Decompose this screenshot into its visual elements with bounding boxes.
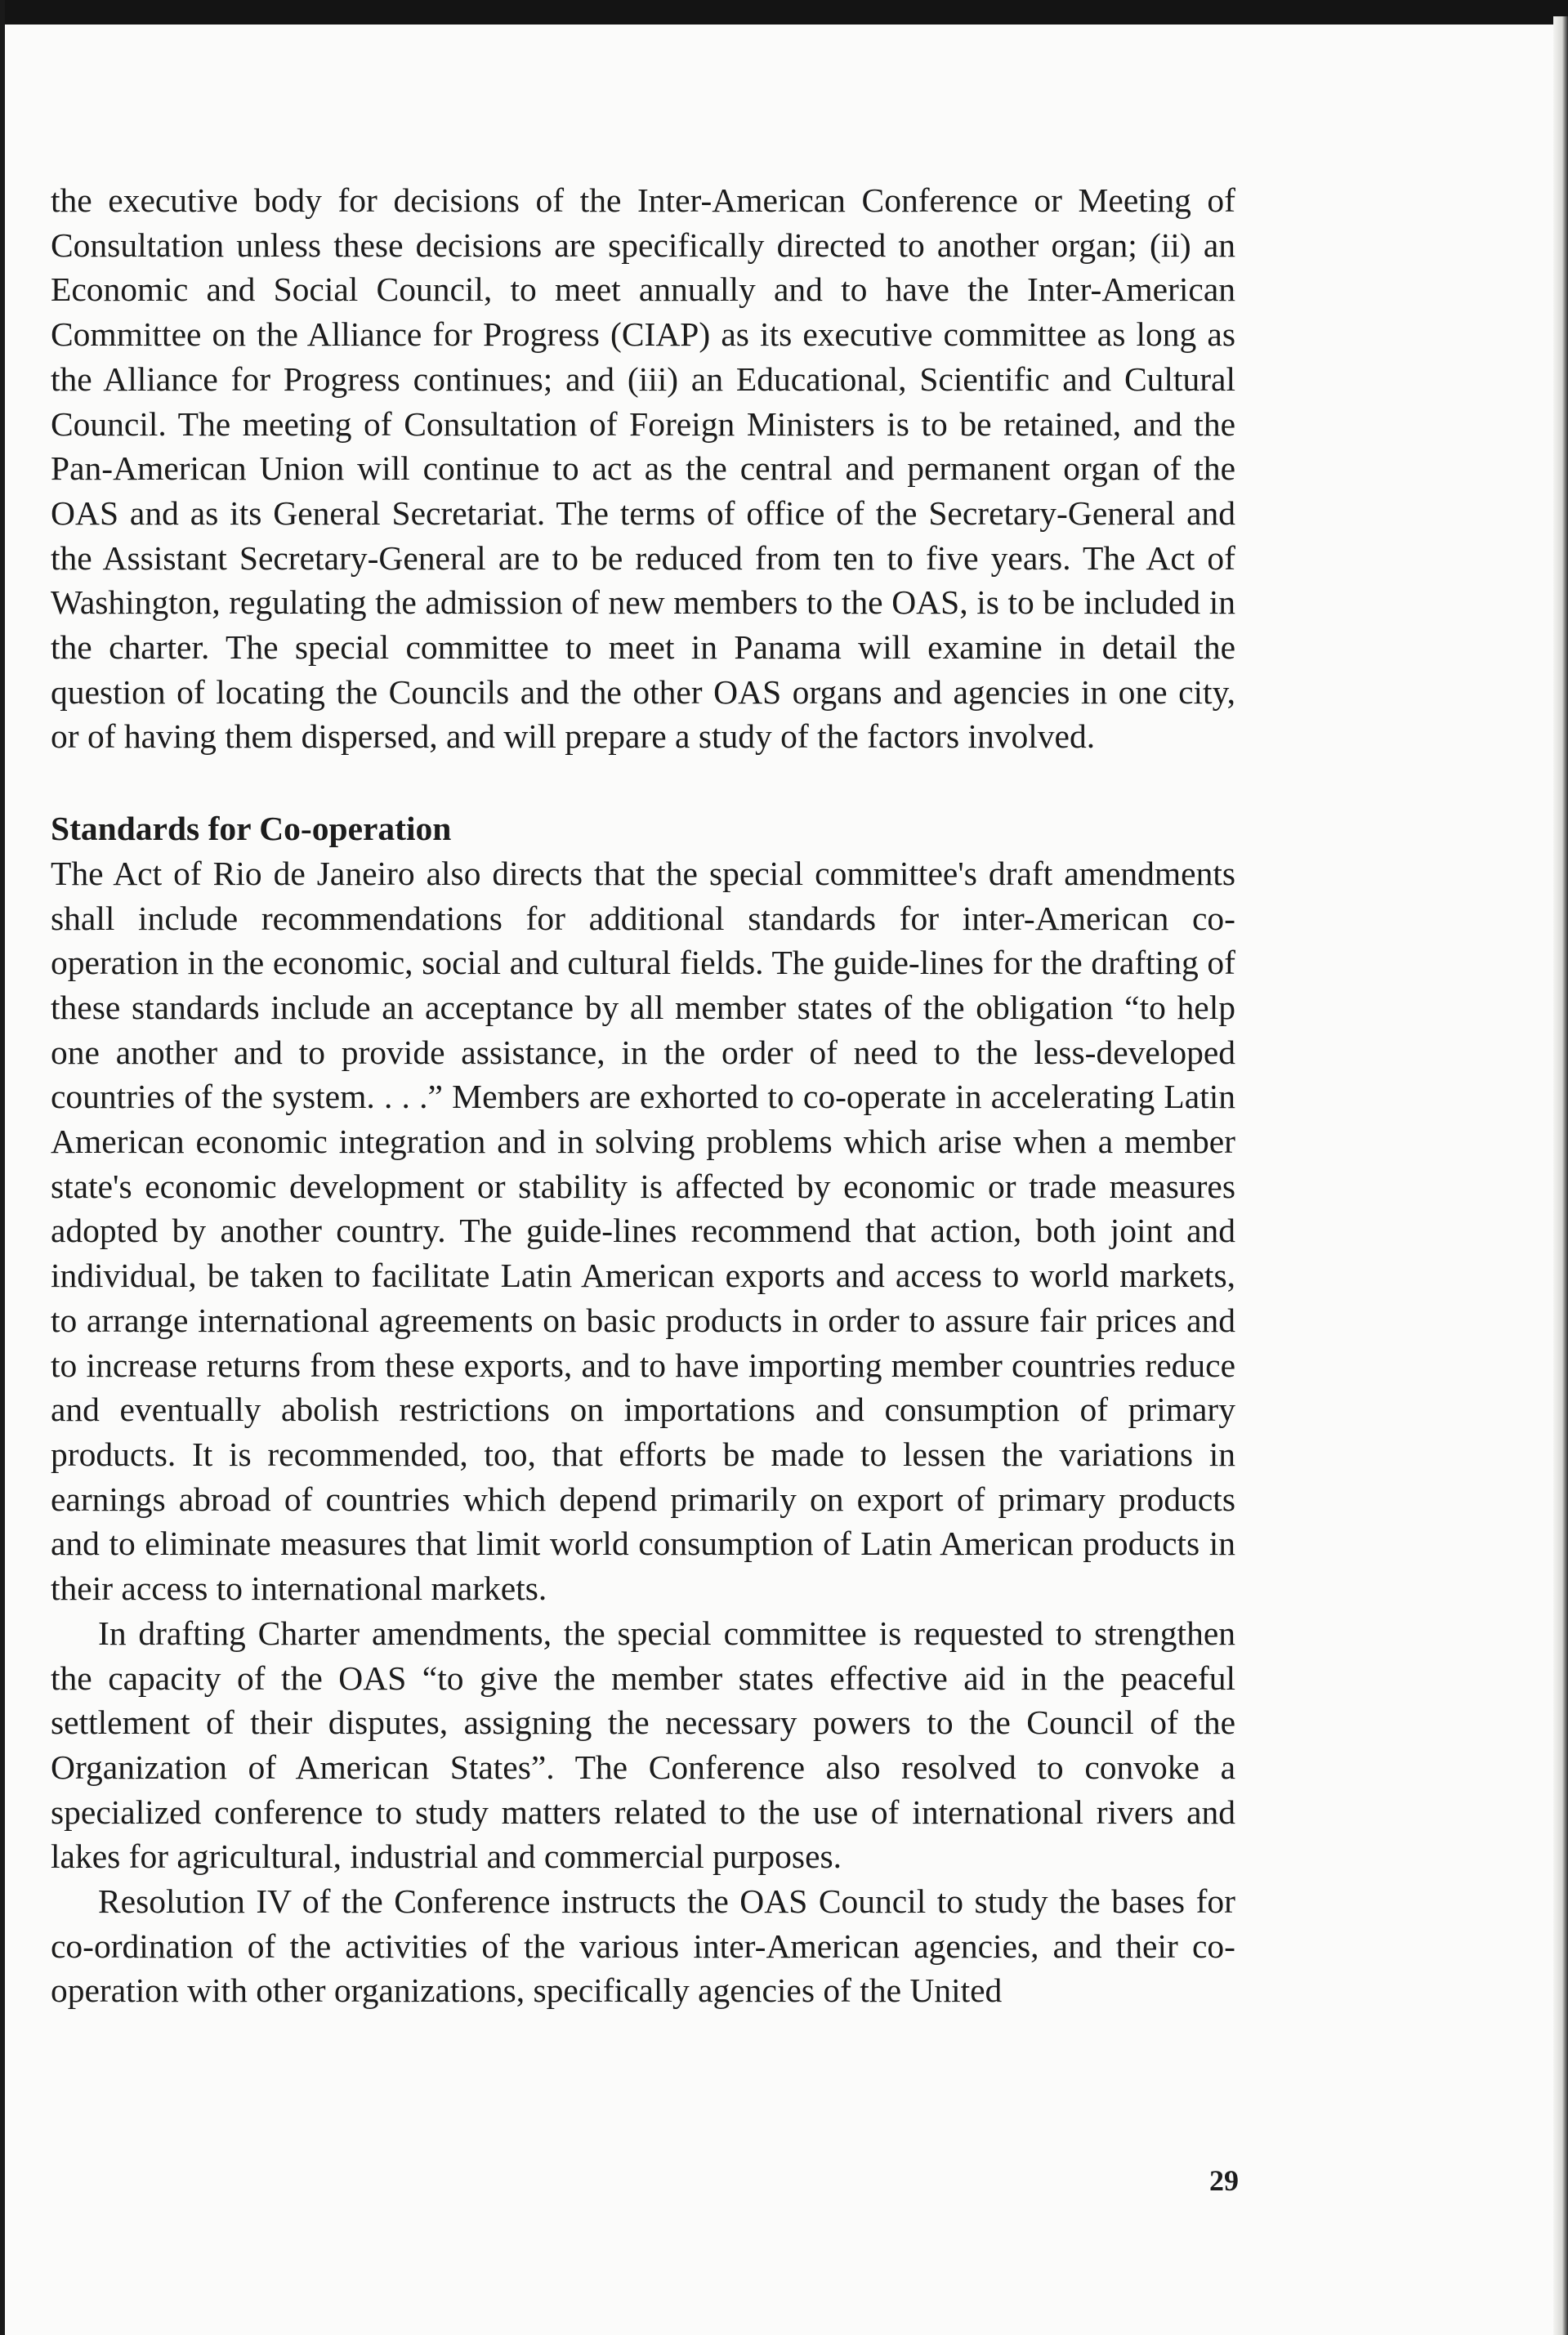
page-number: 29 — [1209, 2164, 1239, 2197]
paragraph-continuation: the executive body for decisions of the Inter-American Conference or Meeting of Consultation unless these decisions are specifically directed to another organ; (ii) an Economic and Social Council, to meet annually and to have the Inter-American Committee on the Alliance for Progress (CIAP) as its executive committee as long as the Alliance for Progress continues; and (iii) an Educational, Scientific and Cultural Council. The meeting of Consultation of Foreign Ministers is to be retained, and the Pan-American Union will continue to act as the central and permanent organ of the OAS and as its General Secretariat. The terms of office of the Secretary-General and the Assistant Secretary-General are to be reduced from ten to five years. The Act of Washington, regulating the admission of new members to the OAS, is to be included in the charter. The special committee to meet in Panama will examine in detail the question of locating the Councils and the other OAS organs and agencies in one city, or of having them dispersed, and will prepare a study of the factors involved. — [51, 181, 1235, 756]
scan-left-border — [0, 0, 5, 2335]
section-heading: Standards for Co-operation — [51, 810, 452, 848]
paragraph-standards: The Act of Rio de Janeiro also directs that the special committee's draft amendments shall include recommendations for additional standards for inter-American co-operation in the economic, social and cultural fields. The guide-lines for the drafting of these standards include an acceptance by all member states of the obligation “to help one another and to provide assistance, in the order of need to the less-developed countries of the system. . . .” Members are exhorted to co-operate in accelerating Latin American economic integration and in solving problems which arise when a member state's economic development or stability is affected by economic or trade measures adopted by another country. The guide-lines recommend that action, both joint and individual, be taken to facilitate Latin American exports and access to world markets, to arrange international agreements on basic products in order to assure fair prices and to increase returns from these exports, and to have importing member countries reduce and eventually abolish restrictions on importations and consumption of primary products. It is recommended, too, that efforts be made to lessen the variations in earnings abroad of countries which depend primarily on export of primary products and to eliminate measures that limit world consumption of Latin American products in their access to international markets. — [51, 854, 1235, 1608]
body-text — [51, 178, 1235, 2013]
paragraph-resolution-iv: Resolution IV of the Conference instructs the OAS Council to study the bases for co-ordination of the activities of the various inter-American agencies, and their co-operation with other organizations, specifically agencies of the United — [51, 1882, 1235, 2010]
scan-top-border — [0, 0, 1568, 25]
paragraph-charter-amendments: In drafting Charter amendments, the special committee is requested to strengthen the capacity of the OAS “to give the member states effective aid in the peaceful settlement of their disputes, assigning the necessary powers to the Council of the Organization of American States”. The Conference also resolved to convoke a specialized conference to study matters related to the use of international rivers and lakes for agricultural, industrial and commercial purposes. — [51, 1614, 1235, 1876]
section-gap — [51, 759, 1235, 806]
scan-right-border — [1553, 16, 1568, 2335]
